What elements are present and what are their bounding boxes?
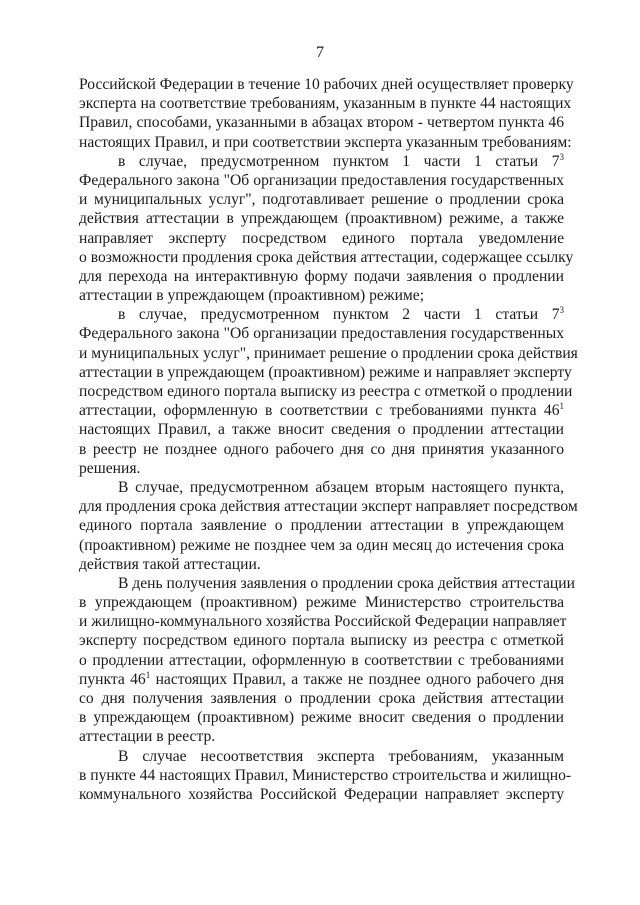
text-line-content: аттестации в упреждающем (проактивном) режиме; [79,287,425,305]
text-line-content: и жилищно-коммунального хозяйства Российской Федерации направляет [79,613,567,631]
text-line [79,574,575,593]
text-line [79,785,564,804]
text-line [79,593,564,612]
text-line-content: настоящих Правил, и при соответствии эксперта указанным требованиям: [79,133,572,151]
text-line-content: эксперта на соответствие требованиям, указанным в пункте 44 настоящих [79,95,572,113]
text-line-content: в случае, предусмотренном пунктом 2 части 1 статьи 7 [118,306,560,324]
text-line-content: о возможности продления срока действия аттестации, содержащее ссылку [79,248,574,266]
text-line-content: Российской Федерации в течение 10 рабочих дней осуществляет проверку [79,76,574,93]
text-line-content: направляет эксперту посредством единого портала уведомление [79,229,564,247]
text-line [79,766,572,785]
text-line [79,190,564,209]
text-line [79,113,564,132]
text-line [79,440,564,459]
text-line-content: в случае, предусмотренном пунктом 1 части 1 статьи 7 [118,152,560,170]
text-line [79,727,564,746]
text-line [79,248,574,267]
text-line-content: и муниципальных услуг", подготавливает решение о продлении срока [79,191,564,209]
text-line-content: в пункте 44 настоящих Правил, Министерство строительства и жилищно- [79,766,572,784]
text-line [79,305,564,324]
text-line-content: настоящих Правил, а также вносит сведения о продлении аттестации [79,421,564,439]
text-line [79,229,564,248]
text-line [79,324,564,343]
text-line-content: со дня получения заявления о продлении срока действия аттестации [79,690,564,707]
text-line [79,497,578,516]
superscript: 3 [559,151,564,162]
text-line-content: действия аттестации в упреждающем (проактивном) режиме, а также [79,210,564,228]
text-line [79,401,564,420]
text-line-content: действия такой аттестации. [79,555,261,573]
text-line-content: о продлении аттестации, оформленную в соответствии с требованиями [79,651,564,669]
text-line-content: в упреждающем (проактивном) режиме Министерство строительства [79,594,564,612]
document-body [79,75,578,804]
text-line [79,689,564,708]
text-line-content: Федерального закона "Об организации предоставления государственных [79,171,564,189]
text-line-content: решения. [79,459,141,477]
superscript: 3 [559,305,564,316]
text-line-content: в упреждающем (проактивном) режиме вносит сведения о продлении [79,709,564,727]
text-line-content: посредством единого портала выписку из реестра с отметкой о продлении [79,383,573,400]
text-line [79,536,564,555]
text-line [79,267,564,286]
text-line [79,75,574,94]
text-line [79,708,564,727]
text-line-content: В день получения заявления о продлении срока действия аттестации [118,574,575,592]
text-line [79,651,564,670]
text-line-content: В случае несоответствия эксперта требованиям, указанным [118,747,564,765]
text-line [79,363,572,382]
text-line-content: Правил, способами, указанными в абзацах втором - четвертом пункта 46 [79,114,564,132]
text-line-content: Федерального закона "Об организации предоставления государственных [79,325,564,343]
text-line [79,152,564,171]
text-line-content: аттестации, оформленную в соответствии с требованиями пункта 46 [79,402,560,420]
text-line-content: и муниципальных услуг", принимает решение о продлении срока действия [79,344,578,362]
text-line-content: единого портала заявление о продлении аттестации в упреждающем [79,517,564,535]
page-number: 7 [316,44,324,61]
text-line [79,478,564,497]
text-line-tail: настоящих Правил, а также не позднее одного рабочего дня [150,670,564,688]
text-line-content: эксперту посредством единого портала выписку из реестра с отметкой [79,632,564,650]
text-line-content: (проактивном) режиме не позднее чем за один месяц до истечения срока [79,536,564,554]
text-line [79,382,573,401]
text-line-content: аттестации в реестр. [79,728,216,746]
text-line [79,133,572,152]
text-line-content: для перехода на интерактивную форму подачи заявления о продлении [79,267,564,285]
text-line [79,209,564,228]
text-line-content: коммунального хозяйства Российской Федерации направляет эксперту [79,785,564,803]
text-line-content: аттестации в упреждающем (проактивном) режиме и направляет эксперту [79,363,572,381]
text-line [79,459,564,478]
text-line [79,670,564,689]
text-line [79,631,564,650]
text-line [79,420,564,439]
text-line [79,286,564,305]
text-line-content: В случае, предусмотренном абзацем вторым настоящего пункта, [118,478,564,496]
text-line [79,171,564,190]
text-line-content: пункта 46 [79,670,146,688]
text-line-content: для продления срока действия аттестации эксперт направляет посредством [79,498,578,516]
text-line [79,94,572,113]
text-line [79,747,564,766]
text-line [79,344,578,363]
text-line-content: в реестр не позднее одного рабочего дня со дня принятия указанного [79,440,564,458]
superscript: 1 [145,669,151,680]
text-line [79,612,567,631]
text-line [79,555,564,574]
superscript: 1 [559,401,564,412]
text-line [79,516,564,535]
